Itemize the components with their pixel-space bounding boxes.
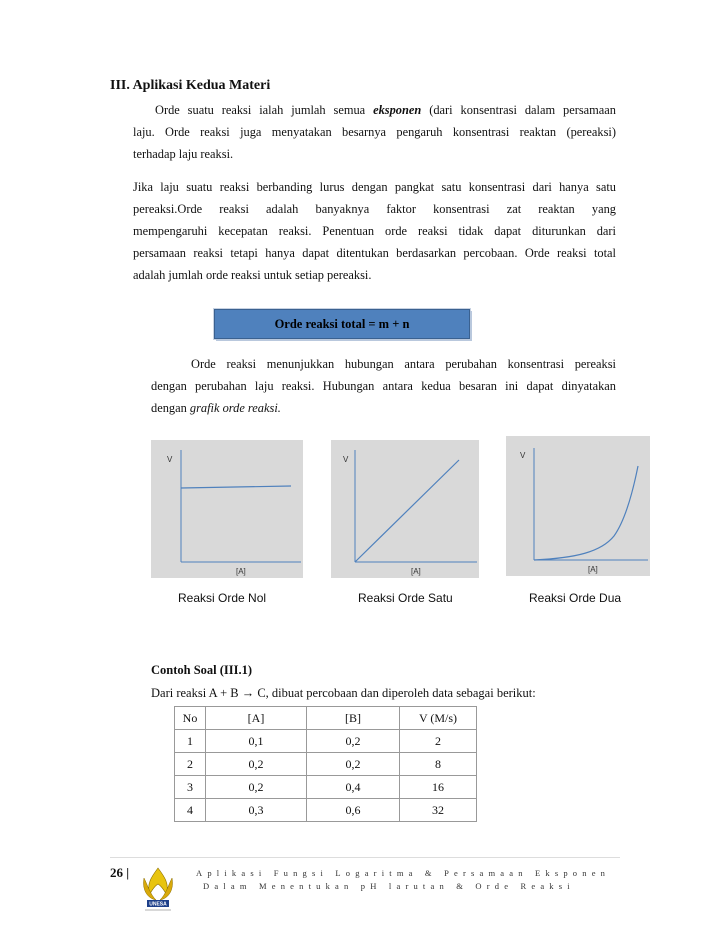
rate-line-linear <box>355 460 459 562</box>
paragraph-1 <box>133 99 616 165</box>
graph-second-order <box>506 436 650 576</box>
graph-zero-order <box>151 440 303 578</box>
graph-y-label: V <box>520 451 526 460</box>
paragraph-3-line-1: Orde reaksi menunjukkan hubungan antara perubahan konsentrasi pereaksi <box>191 357 616 371</box>
logo-text: UNESA <box>149 901 167 908</box>
table-cell: 0,1 <box>206 730 307 753</box>
table-cell: 0,4 <box>307 776 400 799</box>
paragraph-2-line-5: adalah jumlah orde reaksi untuk setiap pereaksi. <box>133 268 372 282</box>
caption-first-order: Reaksi Orde Satu <box>358 591 453 605</box>
table-cell: 32 <box>400 799 477 822</box>
footer-line-2: Dalam Menentukan pH larutan & Orde Reaksi <box>203 881 575 891</box>
graph-x-label: [A] <box>411 567 421 576</box>
paragraph-3-line-3 <box>151 397 616 419</box>
paragraph-3-line-2: dengan perubahan laju reaksi. Hubungan antara kedua besaran ini dapat dinyatakan <box>151 379 616 393</box>
section-heading: III. Aplikasi Kedua Materi <box>110 78 271 93</box>
paragraph-2-line-1: Jika laju suatu reaksi berbanding lurus dengan pangkat satu konsentrasi dari hanya satu <box>133 180 616 194</box>
paragraph-1-line-3: terhadap laju reaksi. <box>133 147 234 161</box>
table-cell: 0,2 <box>307 753 400 776</box>
footer-divider <box>110 857 620 858</box>
table-cell: 0,6 <box>307 799 400 822</box>
page-number: 26 | <box>110 865 130 880</box>
graph-first-order <box>331 440 479 578</box>
emphasis-eksponen: eksponen <box>373 103 422 117</box>
paragraph-2-line-4: persamaan reaksi tetapi hanya dapat ditentukan berdasarkan percobaan. Orde reaksi total <box>133 246 616 260</box>
table-cell: 16 <box>400 776 477 799</box>
table-row <box>175 730 477 753</box>
paragraph-2-line-3: mempengaruhi kecepatan reaksi. Penentuan orde reaksi tidak dapat diturunkan dari <box>133 224 616 238</box>
table-row <box>175 776 477 799</box>
table-header-cell: V (M/s) <box>400 707 477 730</box>
table-cell: 0,2 <box>206 776 307 799</box>
footer-line-1: Aplikasi Fungsi Logaritma & Persamaan Eksponen <box>196 868 611 878</box>
table-cell: 1 <box>175 730 206 753</box>
graph-y-label: V <box>167 455 173 464</box>
table-header-cell: No <box>175 707 206 730</box>
emphasis-grafik: grafik orde reaksi. <box>189 401 281 415</box>
table-cell: 3 <box>175 776 206 799</box>
example-intro: Dari reaksi A + B → C, dibuat percobaan dan diperoleh data sebagai berikut: <box>151 686 536 700</box>
text-span: Orde suatu reaksi ialah jumlah semua <box>155 103 374 117</box>
table-cell: 2 <box>175 753 206 776</box>
formula-text: Orde reaksi total = m + n <box>274 316 410 331</box>
table-row <box>175 799 477 822</box>
paragraph-2-line-2: pereaksi.Orde reaksi adalah banyaknya faktor konsentrasi zat reaktan yang <box>133 202 616 216</box>
table-header-cell: [B] <box>307 707 400 730</box>
paragraph-3 <box>151 353 616 419</box>
formula-box <box>214 309 470 339</box>
rate-curve-quadratic <box>534 466 638 560</box>
table-cell: 0,2 <box>206 753 307 776</box>
caption-second-order: Reaksi Orde Dua <box>529 591 622 605</box>
paragraph-1-line-2: laju. Orde reaksi juga menyatakan besarnya pengaruh konsentrasi reaktan (pereaksi) <box>133 125 616 139</box>
table-header-row <box>175 707 477 730</box>
table-cell: 0,3 <box>206 799 307 822</box>
graph-x-label: [A] <box>236 567 246 576</box>
text-span: (dari konsentrasi dalam persamaan <box>421 103 616 117</box>
table-cell: 8 <box>400 753 477 776</box>
caption-zero-order: Reaksi Orde Nol <box>178 591 267 605</box>
rate-line-constant <box>181 486 291 488</box>
table-cell: 0,2 <box>307 730 400 753</box>
table-header-cell: [A] <box>206 707 307 730</box>
unesa-logo <box>136 864 180 914</box>
graph-x-label: [A] <box>588 565 598 574</box>
table-row <box>175 753 477 776</box>
data-table <box>174 706 477 822</box>
table-cell: 4 <box>175 799 206 822</box>
paragraph-2 <box>133 176 616 286</box>
table-cell: 2 <box>400 730 477 753</box>
example-title: Contoh Soal (III.1) <box>151 663 253 677</box>
text-span: dengan <box>151 401 190 415</box>
paragraph-1-line-1 <box>133 99 616 121</box>
graph-y-label: V <box>343 455 349 464</box>
